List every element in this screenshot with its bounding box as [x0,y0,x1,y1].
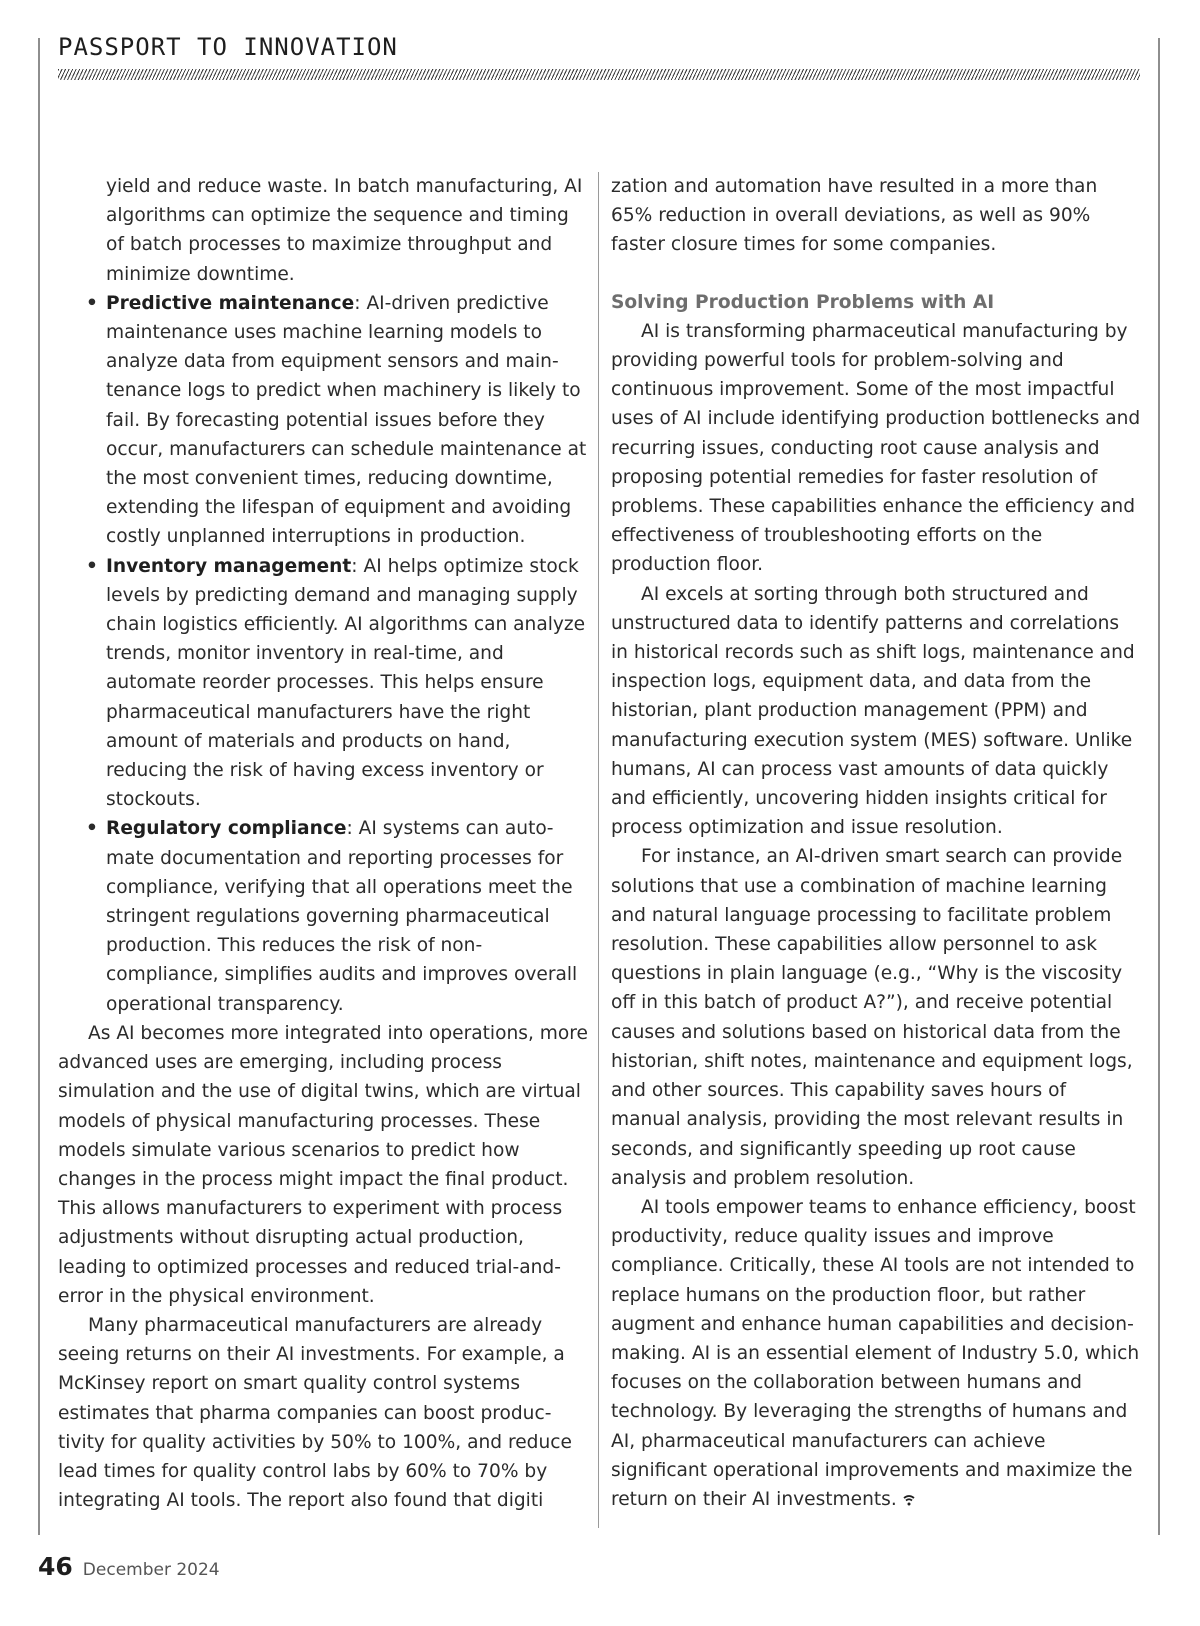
page-right-rule [1158,38,1160,1535]
right-column [611,172,1141,1514]
continued-paragraph: zation and automation have resulted in a more than 65% reduction in overall deviations, as well as 90% faster closure times for some companies. [611,176,1098,256]
column-divider [598,172,599,1528]
bullet-dot-icon: • [86,292,98,314]
body-paragraph: Many pharmaceutical manufacturers are already seeing returns on their AI investments. For example, a McKinsey report on smart quality control systems estimates that pharma companies can boost productivity for quality activities by 50% to 100%, and reduce lead times for quality control labs by 60% to 70% by integrating AI tools. The report also found that digiti [58,1314,572,1512]
final-paragraph [611,1193,1141,1514]
body-paragraph: AI excels at sorting through both structured and unstructured data to identify patterns and correlations in historical records such as shift logs, maintenance and inspection logs, equipment data, and data from the historian, plant production management (PPM) and manufacturing execution system (MES) software. Unlike humans, AI can process vast amounts of data quickly and efficiently, uncovering hidden insights critical for process optimization and issue resolution. [611,583,1135,839]
bullet-text: : AI systems can automate documentation and reporting processes for compliance, verifying that all operations meet the stringent regulations governing pharmaceutical production. This reduces the risk of non-compliance, simplifies audits and improves overall operational transparency. [106,818,578,1015]
page-left-rule [38,38,40,1535]
body-paragraph: AI is transforming pharmaceutical manufacturing by providing powerful tools for problem-solving and continuous improvement. Some of the most impactful uses of AI include identifying production bottlenecks and recurring issues, conducting root cause analysis and proposing potential remedies for faster resolution of problems. These capabilities enhance the efficiency and effectiveness of troubleshooting efforts on the production floor. [611,320,1141,576]
final-paragraph-text: AI tools empower teams to enhance efficiency, boost productivity, reduce quality issues and improve compliance. Critically, these AI tools are not intended to replace humans on the production floor, but rather augment and enhance human capabilities and decision-making. AI is an essential element of Industry 5.0, which focuses on the collaboration between humans and technology. By leveraging the strengths of humans and AI, pharmaceutical manufacturers can achieve significant operational improvements and maximize the return on their AI investments. [611,1196,1140,1510]
hatch-divider [58,69,1140,80]
section-title: PASSPORT TO INNOVATION [58,33,398,61]
bullet-item-regulatory-compliance [58,814,588,1018]
bullet-term: Predictive maintenance [106,292,355,314]
issue-date: December 2024 [82,1560,220,1580]
bullet-item-inventory-management [58,552,588,815]
subheading: Solving Production Problems with AI [611,291,995,313]
bullet-continuation: yield and reduce waste. In batch manufacturing, AI algorithms can optimize the sequence and timing of batch processes to maximize throughput and minimize downtime. [106,176,583,285]
body-paragraph: As AI becomes more integrated into operations, more advanced uses are emerging, including process simulation and the use of digital twins, which are virtual models of physical manufacturing processes. These models simulate various scenarios to predict how changes in the process might impact the final product. This allows manufacturers to experiment with process adjustments without disrupting actual production, leading to optimized processes and reduced trial-and-error in the physical environment. [58,1022,588,1307]
bullet-list [58,289,588,1019]
page-number: 46 [38,1552,73,1581]
bullet-text: : AI-driven predictive maintenance uses machine learning models to analyze data from equipment sensors and maintenance logs to predict when machinery is likely to fail. By forecasting potential issues before they occur, manufacturers can schedule maintenance at the most convenient times, reducing downtime, extending the lifespan of equipment and avoiding costly unplanned interruptions in production. [106,292,587,548]
end-mark-icon [903,1494,915,1506]
body-paragraph: For instance, an AI-driven smart search can provide solutions that use a combination of machine learning and natural language processing to facilitate problem resolution. These capabilities allow personnel to ask questions in plain language (e.g., “Why is the viscosity off in this batch of product A?”), and receive potential causes and solutions based on historical data from the historian, shift notes, maintenance and equipment logs, and other sources. This capability saves hours of manual analysis, providing the most relevant results in seconds, and significantly speeding up root cause analysis and problem resolution. [611,846,1133,1189]
bullet-term: Inventory management [106,555,352,577]
left-column [58,172,588,1515]
bullet-item-predictive-maintenance [58,289,588,552]
bullet-text: : AI helps optimize stock levels by predicting demand and managing supply chain logistics efficiently. AI algorithms can analyze trends, monitor inventory in real-time, and automate reorder processes. This helps ensure pharmaceutical manufacturers have the right amount of materials and products on hand, reducing the risk of having excess inventory or stockouts. [106,555,586,811]
bullet-dot-icon: • [86,818,98,840]
bullet-dot-icon: • [86,555,98,577]
page-footer [38,1552,220,1586]
bullet-term: Regulatory compliance [106,818,347,840]
